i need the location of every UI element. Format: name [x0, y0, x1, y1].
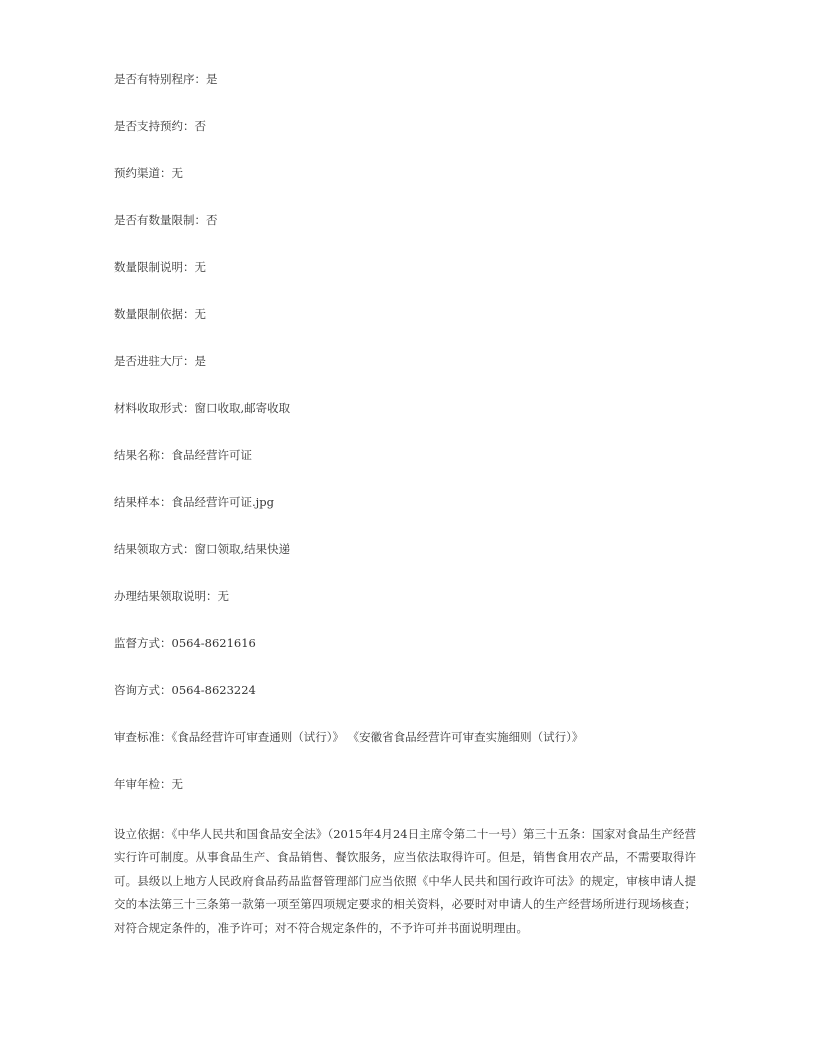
field-booking-channel: 预约渠道：无	[114, 166, 183, 180]
field-result-name: 结果名称：食品经营许可证	[114, 448, 252, 462]
field-supervision-phone: 监督方式：0564-8621616	[114, 636, 256, 650]
field-limit-basis: 数量限制依据：无	[114, 307, 206, 321]
field-material-collection: 材料收取形式：窗口收取,邮寄收取	[114, 401, 291, 415]
field-consult-phone: 咨询方式：0564-8623224	[114, 683, 256, 697]
field-limit-description: 数量限制说明：无	[114, 260, 206, 274]
legal-basis-paragraph: 设立依据：《中华人民共和国食品安全法》（2015年4月24日主席令第二十一号）第三十五条：国家对食品生产经营实行许可制度。从事食品生产、食品销售、餐饮服务，应当依法取得许可。但是，销售食用农产品，不需要取得许可。县级以上地方人民政府食品药品监督管理部门应当依照《中华人民共和国行政许可法》的规定，审核申请人提交的本法第三十三条第一款第一项至第四项规定要求的相关资料，必要时对申请人的生产经营场所进行现场核查；对符合规定条件的，准予许可；对不符合规定条件的，不予许可并书面说明理由。	[114, 827, 696, 935]
field-pickup-note: 办理结果领取说明：无	[114, 589, 229, 603]
field-result-sample: 结果样本：食品经营许可证.jpg	[114, 495, 274, 509]
field-special-procedure: 是否有特别程序：是	[114, 72, 218, 86]
field-review-standard: 审查标准：《食品经营许可审查通则（试行）》 《安徽省食品经营许可审查实施细则（试行）》	[114, 730, 584, 744]
field-supports-booking: 是否支持预约：否	[114, 119, 206, 133]
field-result-pickup: 结果领取方式：窗口领取,结果快递	[114, 542, 291, 556]
field-annual-inspection: 年审年检：无	[114, 777, 183, 791]
field-in-service-hall: 是否进驻大厅：是	[114, 354, 206, 368]
field-quantity-limit: 是否有数量限制：否	[114, 213, 218, 227]
